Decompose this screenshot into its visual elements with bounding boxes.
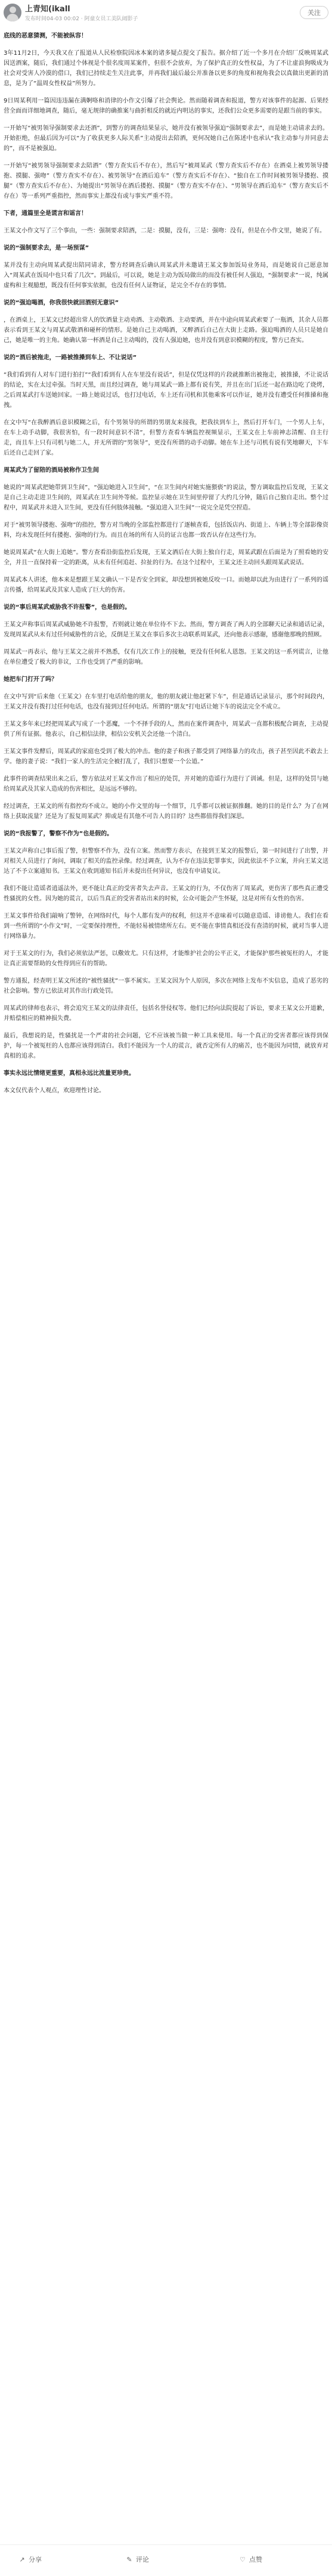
article-paragraph: “我们看到有人对车门进行拍打”“我们看到有人在车里没有说话”，但是仅凭这样的片段就推断出被拖走，被推搡，不让说话的结论，实在太过牵强。当时天黑，而且经过调查，她与周某武一路上都有说有笑，并且在出门后还一起在路边吃了烧烤，之后周某武打车送她回家。一路上她说过话，也打过电话，车上还有司机和其他乘客可以作证，她并没有遭受任何推搡和拖拽。 [4,372,328,409]
article-paragraph: 周某武的律师也表示，将会追究王某文的法律责任，包括名誉侵权等。他们已经向法院提起了诉讼，要求王某文公开道歉，并赔偿相应的精神损失费。 [4,1005,328,1022]
share-button[interactable] [18,2553,42,2566]
article-paragraph: 此事件的调查结果出来之后，警方依法对王某文作出了相应的处罚，并对她的造谣行为进行了训诫。但是，这样的处罚与她给周某武及其家人造成的伤害相比，是远远不够的。 [4,776,328,793]
article-paragraph: 她说的“周某武把她带到卫生间”，“强迫她进入卫生间”，“在卫生间内对她实施猥亵”的说法，警方调取监控后发现，王某文是自己主动走进卫生间的，周某武在卫生间外等候。监控显示她在卫生间里停留了大约几分钟，随后自己独自走出。整个过程中，周某武并未进入卫生间，更没有任何肢体接触。“强迫进入卫生间”一说完全是凭空捏造。 [4,484,328,511]
section-heading: 说的“强制要求去，是一场预谋” [4,245,89,251]
article-paragraph: ，在酒桌上，王某文已经超出常人的饮酒量主动劝酒、主动敬酒、主动要酒，并在中途向周某武索要了一瓶酒，其余人员都表示看到王某文与周某武敬酒和碰杯的情形。是她自己主动喝酒，又醉酒后自己在大街上走路。强迫喝酒的人员只是她自己，她是唯一的主角。她确认第一杯酒是自己主动喝的，没有人强迫她，也并没有到意识模糊的程度，警方已查实。 [4,317,328,344]
article-paragraph: 王某文多年来已经把周某武写成了一个恶魔，一个不择手段的人，然而在案件调查中，周某武一直都积极配合调查，主动提供了所有证据。他表示，自己相信法律，相信公安机关会还他一个清白。 [4,721,328,738]
article-body [4,29,328,2544]
article-paragraph: 对于“被男领导搂抱、强吻”的指控，警方对当晚的全部监控都进行了逐帧查看，包括饭店内、街道上、车辆上等全部影像资料，均未发现任何有搂抱、强吻的行为。而且在场的所有人员的证言也都一致否认存在这些行为。 [4,522,328,539]
section-heading: 她把车门打开了吗？ [4,676,57,683]
article-paragraph: 一开始写“被男领导强制要求去还酒”，到警方的调查结果显示，她并没有被领导强迫“强制要求去”，而是她主动请求去的。开始拒绝，但最后因为可以“为了收获更多人际关系”主动提出去陪酒，更何况她自己在陈述中也承认“我主动参与并同意去的”，而不是被强迫。 [4,125,328,152]
article-paragraph: 我们不能让造谣者逍遥法外，更不能让真正的受害者失去声音。王某文的行为，不仅伤害了周某武，更伤害了那些真正遭受性骚扰的女性。因为她的谎言，以后当真正的受害者站出来的时候，公众可能会产生怀疑，这是对所有女性的伤害。 [4,885,328,902]
section-heading: 底线的恶意猜测，不能被纵容！ [4,33,87,39]
article-paragraph: 王某文小作文写了三个事由，一些：强制要求陪酒，二是：摸腿，没有，三是：强吻：没有，但是在小作文里，她说了有。 [4,228,325,234]
action-bar [0,2544,332,2576]
article-paragraph: 本文仅代表个人观点，欢迎理性讨论。 [4,1087,105,1094]
like-label: 点赞 [249,2556,262,2563]
article-paragraph: 周某武本人讲述，他本来是想跟王某文确认一下是否安全到家，却没想到被她反咬一口。而她却以此为由进行了一系列的谣言传播，给周某武及其家人造成了巨大的伤害。 [4,577,328,593]
section-heading: 说的“强迫喝酒，你我很快就回酒别无意识” [4,300,119,306]
section-heading: 说的“我报警了，警察不作为”也是假的。 [4,831,113,837]
article-paragraph: 3年11月2日，今天我又在了报道从人民检察院因冰本案的诸多疑点提交了报告。据介绍了近一个多月在介绍厂反映周某武因送酒案，随后，我们通过个体视是个很名度周某案件，但很不会放弃，为了保护真正的女性权益，为了不让虚浪狗吸成为社会对受害人冷漠的借口，我们已持续走生关注此事，并再我们最后最公并准备以更多的角度和视角我会以真做出更新的消息，是为了“温周女性权益”所努力。 [4,50,328,87]
article-paragraph: 王某文声称事后周某武威胁她不许报警，否则就让她在单位待不下去。然而，警方调查了两人的全部聊天记录和通话记录，发现周某武从未有过任何威胁性的言论，反倒是王某文在事后多次主动联系周某武，还向他表示感谢，感谢他那晚的照顾。 [4,622,328,638]
avatar[interactable] [4,4,21,21]
article-paragraph: 她说周某武“在大街上追她”。警方查看沿街监控后发现，王某文酒后在大街上独自行走，周某武跟在后面是为了照看她的安全，并且一直保持着一定的距离，从未有任何追赶、拉扯的行为。在这个过程中，王某文还主动回头跟周某武说话。 [4,549,328,566]
like-icon: ♡ [240,2556,246,2563]
article-paragraph: 对于王某文的行为，我们必须依法严惩，以儆效尤。只有这样，才能维护社会的公平正义，才能保护那些被冤枉的人，才能让真正需要帮助的女性得到应有的帮助。 [4,950,328,967]
like-button[interactable] [238,2553,262,2566]
article-paragraph: 9日周某利用一篇因违违漏在满婀咯和消律的小作文引爆了社会舆论。然而随着调查和报道，警方对该事件的起源、后果经营全面而详细地调查，随后，毫无规律的确推案与曲折相反的就近内明达的事实，还我们公众更多需要的是跟当前的事实。 [4,98,328,114]
share-icon: ↗ [19,2556,25,2563]
share-label: 分享 [29,2556,42,2563]
comment-icon: ✎ [126,2556,132,2563]
article-paragraph: 事实永远比情绪更重要，真相永远比流量更珍贵。 [4,1070,135,1077]
section-heading: 周某武为了留陪的酒局被称作卫生间 [4,467,99,474]
article-paragraph: 王某文事件发酵后，周某武的家庭也受到了极大的冲击。他的妻子和孩子都受到了网络暴力的攻击，孩子甚至因此不敢去上学。他的妻子说：“我们一家人的生活完全被打乱了，我们只想要一个公道。” [4,748,328,765]
author-name[interactable]: 上青知(ikall [25,5,70,14]
article-paragraph: 某并没有主动向周某武提出陪同请求，警方经调查后确认周某武并未邀请王某文参加饭局业务局，而是她说自己愿意加入“周某武在饭局中也只看了几次”。到最后，可以说，她是主动为饭局做出的而没有被任何人强迫，“强制要求”一说，纯属虚构和主观臆想，既没有任何事实依据，也没有任何人证物证，是完全不存在的事情。 [4,262,328,289]
comment-button[interactable] [125,2553,149,2566]
follow-button[interactable]: 关注 [300,6,328,19]
section-heading: 说的“事后周某武威胁我不许报警”，也是假的。 [4,604,131,611]
article-paragraph: 王某文事件给我们敲响了警钟，在网络时代，每个人都有发声的权利，但这并不意味着可以随意造谣、诽谤他人。我们在看到一些所谓的“小作文”时，一定要保持理性，不能轻易被情绪所左右。更不能在事情真相还没有查清的时候，就对当事人进行网络暴力。 [4,913,328,940]
post-meta: 发布时间04-03 00:02 · 阿童女员工美队阔影子 [25,16,138,22]
avatar-head-shape [10,7,16,13]
article-paragraph: 王某文声称自己事后报了警，但警察不作为，没有立案。然而警方表示，在接到王某文的报警后，第一时间进行了出警，并对相关人员进行了询问，调取了相关的监控录像。经过调查，认为不存在违法犯罪事实，因此依法不予立案，并向王某文送达了不予立案通知书。王某文在收到通知书后并未提出任何异议，也没有申请复议。 [4,848,328,875]
article-paragraph: 下者，通篇里全是谎言和谣言！ [4,210,87,217]
article-paragraph: 一开始写“被男领导强制要求去陪酒”（警方查实后不存在），然后写“被周某武（警方查实后不存在）在酒桌上被男领导搂抱、摸腿、强吻”（警方查实不存在）、被男领导“在酒后追车”（警方查实后不存在）、“独自在工作时间被男领导搂抱、摸腿”（警方查实后不存在）、为她提出“男领导在酒后搂抱、摸腿”（警方查实不存在）、“男领导在酒后追车”（警方查实后不存在）等一系列严重指控，然而事实上都没有或与事实严重不符。 [4,163,328,200]
comment-label: 评论 [136,2556,149,2563]
article-paragraph: 在文中写到“后来他（王某文）在车里打电话给他的朋友，他的朋友就让他赶紧下车”，但是通话记录显示，那个时间段内，王某文并没有拨打过任何电话，也没有接到过任何电话。所谓的“朋友”打电话让她下车的说法完全不成立。 [4,694,328,710]
avatar-body-shape [7,14,18,21]
article-paragraph: 经过调查，王某文的所有指控均不成立。她的小作文里的每一个细节，几乎都可以被证据推翻。她的目的是什么？为了在网络上获取流量？还是为了报复周某武？抑或是有其他不可告人的目的？这些都值得我们深思。 [4,803,328,820]
article-paragraph: 最后，我想说的是，性骚扰是一个严肃的社会问题，它不应该被当做一种工具来使用。每一个真正的受害者都应该得到保护，每一个被冤枉的人也都应该得到清白。我们不能因为一个人的谎言，就否定所有人的痛苦，也不能因为同情，就放弃对真相的追求。 [4,1033,328,1059]
article-paragraph: 警方通报，经查明王某文所述的“被性骚扰”一事不属实。王某文因为个人原因，多次在网络上发布不实信息，造成了恶劣的社会影响。警方已依法对其作出行政处罚。 [4,978,328,995]
article-paragraph: 周某武一再表示，他与王某文之前并不熟悉，仅有几次工作上的接触，更没有任何私人恩怨。王某文的这一系列谎言，让他在单位遭受了极大的非议，工作也受到了严重的影响。 [4,649,328,666]
content-fade [0,2527,332,2544]
post-header [0,0,332,27]
article-paragraph: 在文中写“在我醉酒后意识模糊之后，有个男领导的所谓的男朋友来接我，把我扶到车上，然后打开车门，一个男人上车，在车上动手动脚，我很害怕，有一段时间意识不清”，但警方查看车辆监控视频显示，王某文在上车前神志清醒、自主行走，而且车上只有司机与她二人，并无所谓的“男领导”，更没有所谓的动手动脚。她在车上还与司机有说有笑地聊天，下车后还自己走回了家。 [4,420,328,456]
section-heading: 说的“酒后被拖走，一路被推搡到车上、不让说话” [4,355,137,361]
